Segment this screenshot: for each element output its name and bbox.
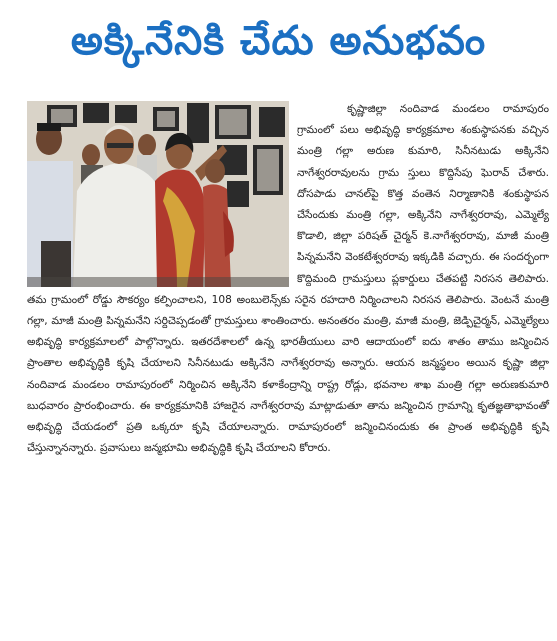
photo-wrap-space [27, 99, 297, 289]
headline-area [0, 0, 557, 92]
headline: అక్కినేనికి చేదు అనుభవం [70, 18, 487, 64]
article [27, 99, 549, 629]
article-body: కృష్ణాజిల్లా నందివాడ మండలం రామాపురం గ్రామంలో పలు అభివృద్ధి కార్యక్రమాల శంకుస్థాపనకు వచ్చిన మంత్రి గల్లా అరుణ కుమారి, సినీనటుడు అక్కినేని నాగేశ్వరరావులను గ్రామ స్తులు కొద్దిసేపు ఘెరావ్ చేశారు. దోసపాడు చానల్‌పై కొత్త వంతెన నిర్మాణానికి శంకుస్థాపన చేసేందుకు మంత్రి గల్లా, అక్కినేని నాగేశ్వరరావు, ఎమ్మెల్యే కొడాలి, జిల్లా పరిషత్ చైర్మన్ కె.నాగేశ్వరరావు, మాజీ మంత్రి పిన్నమనేని వెంకటేశ్వరరావు ఇక్కడికి వచ్చారు. ఈ సందర్భంగా కొద్దిమంది గ్రామస్తులు ప్లకార్డులు చేతపట్టి నిరసన తెలిపారు. తమ గ్రామంలో రోడ్డు సౌకర్యం కల్పించాలని, 108 అంబులెన్స్‌కు సరైన రహదారి నిర్మించాలని నిరసన తెలిపారు. వెంటనే మంత్రి గల్లా, మాజీ మంత్రి పిన్నమనేని సర్దిచెప్పడంతో గ్రామస్తులు శాంతించారు. అనంతరం మంత్రి, మాజీ మంత్రి, జెడ్పిచైర్మన్, ఎమ్మెల్యేలు అభివృద్ధి కార్యక్రమాలలో పాల్గొన్నారు. ఇతరదేశాలలో ఉన్న భారతీయులు వారి ఆదాయంలో ఐదు శాతం తాము జన్మించిన ప్రాంతాల అభివృద్ధికి కృషి చేయాలని సినీనటుడు అక్కినేని నాగేశ్వరరావు అన్నారు. ఆయన జన్మస్థలం అయిన కృష్ణా జిల్లా నందివాడ మండలం రామాపురంలో నిర్మించిన అక్కినేని కళాకేంద్రాన్ని రాష్ట్ర రోడ్లు, భవనాల శాఖ మంత్రి గల్లా అరుణకుమారి బుధవారం ప్రారంభించారు. ఈ కార్యక్రమానికి హాజరైన నాగేశ్వరరావు మాట్లాడుతూ తాను జన్మించిన గ్రామాన్ని కృతజ్ఞతాభావంతో అభివృద్ధి చేయడంలో ప్రతి ఒక్కరూ కృషి చేయాలన్నారు. రామాపురంలో జన్మించినందుకు ఈ ప్రాంత అభివృద్ధికి కృషి చేస్తున్నానన్నారు. ప్రవాసులు జన్మభూమి అభివృద్ధికి కృషి చేయాలని కోరారు. [27, 103, 549, 455]
